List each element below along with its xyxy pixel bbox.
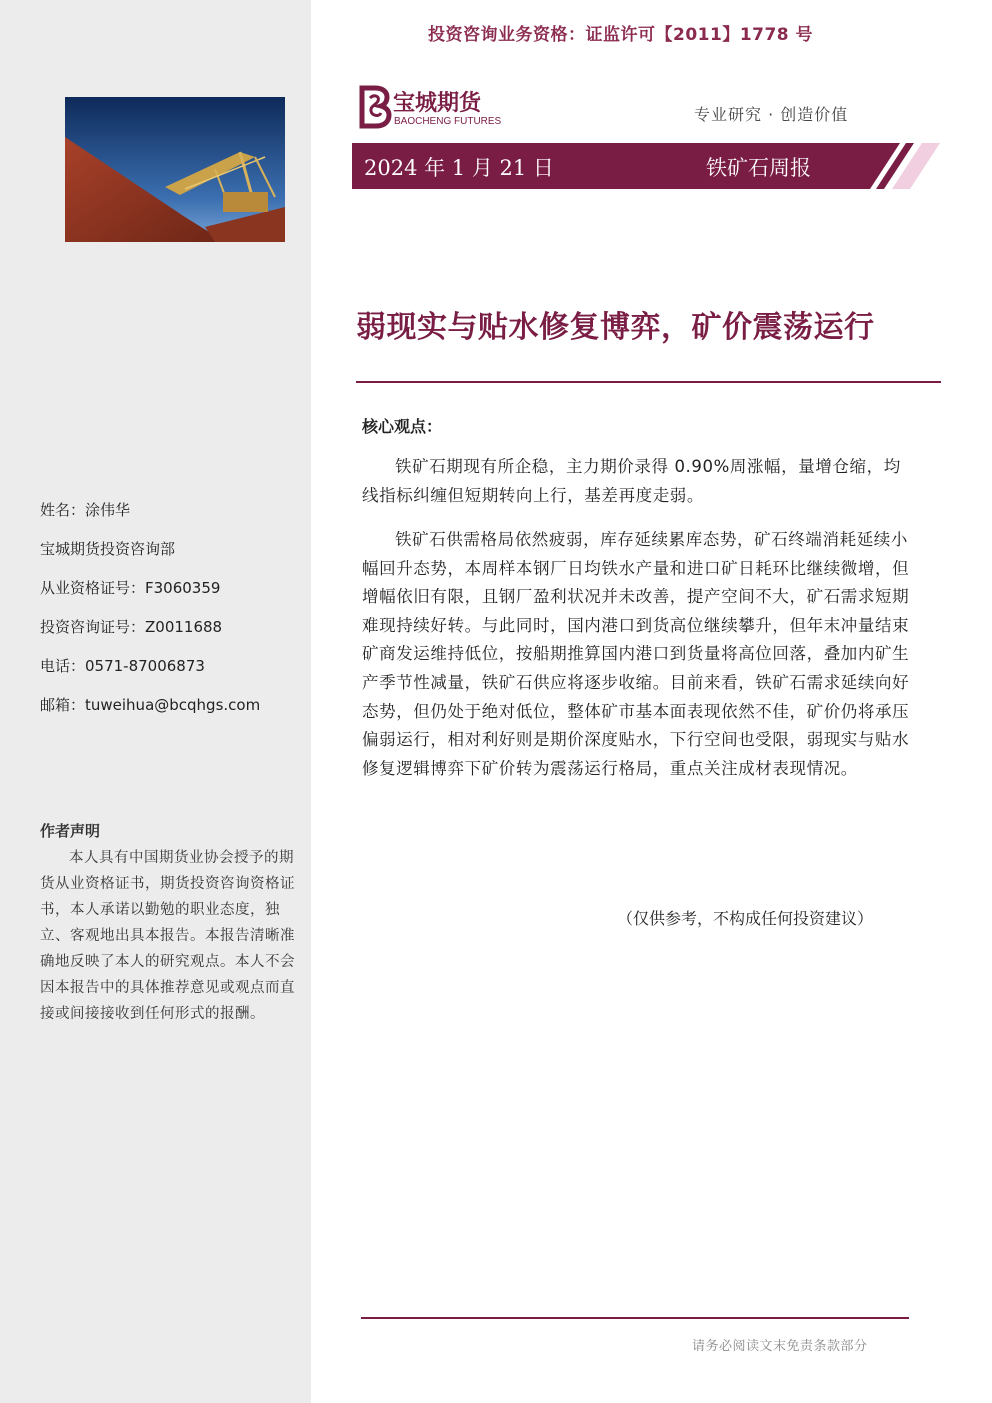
title-divider <box>356 381 941 383</box>
phone: 电话：0571-87006873 <box>40 657 205 675</box>
cover-photo <box>65 97 285 242</box>
report-banner <box>352 143 940 189</box>
paragraph-2: 铁矿石供需格局依然疲弱，库存延续累库态势，矿石终端消耗延续小幅回升态势，本周样本钢厂日均铁水产量和进口矿日耗环比继续微增，但增幅依旧有限，且钢厂盈利状况并未改善，提产空间不大，矿石需求短期难现持续好转。与此同时，国内港口到货高位继续攀升，但年末冲量结束矿商发运维持低位，按船期推算国内港口到货量将高位回落，叠加内矿生产季节性减量，铁矿石供应将逐步收缩。目前来看，铁矿石需求延续向好态势，但仍处于绝对低位，整体矿市基本面表现依然不佳，矿价仍将承压偏弱运行，相对利好则是期价深度贴水，下行空间也受限，弱现实与贴水修复逻辑博弈下矿价转为震荡运行格局，重点关注成材表现情况。 <box>362 530 910 778</box>
author-contact <box>40 500 300 734</box>
iron-ore-stacker-image <box>65 97 285 242</box>
report-date: 2024 年 1 月 21 日 <box>364 156 554 180</box>
license-line: 投资咨询业务资格：证监许可【2011】1778 号 <box>428 25 814 45</box>
logo-english-name: BAOCHENG FUTURES <box>394 116 502 127</box>
disclaimer: （仅供参考，不构成任何投资建议） <box>617 909 874 928</box>
report-type: 铁矿石周报 <box>706 156 811 180</box>
paragraph-1: 铁矿石期现有所企稳，主力期价录得 0.90%周涨幅，量增仓缩，均线指标纠缠但短期转向上行，基差再度走弱。 <box>362 457 901 505</box>
company-logo <box>356 84 526 132</box>
core-view-heading: 核心观点： <box>362 417 443 436</box>
report-title: 弱现实与贴水修复博弈，矿价震荡运行 <box>356 310 875 345</box>
author-statement-body: 本人具有中国期货业协会授予的期货从业资格证书，期货投资咨询资格证书，本人承诺以勤勉的职业态度，独立、客观地出具本报告。本报告清晰准确地反映了本人的研究观点。本人不会因本报告中的具体推荐意见或观点而直接或间接接收到任何形式的报酬。 <box>40 850 295 1022</box>
baocheng-logo-icon <box>356 84 392 130</box>
logo-chinese-name: 宝城期货 <box>393 90 482 116</box>
sidebar <box>0 0 311 1403</box>
email[interactable]: 邮箱：tuweihua@bcqhgs.com <box>40 696 261 714</box>
footer-divider <box>361 1317 909 1319</box>
advisory-license: 投资咨询证号：Z0011688 <box>40 618 223 636</box>
author-name: 姓名：涂伟华 <box>40 501 131 519</box>
footer-note: 请务必阅读文末免责条款部分 <box>692 1339 868 1354</box>
author-statement-title: 作者声明 <box>40 822 101 840</box>
author-department: 宝城期货投资咨询部 <box>40 540 176 558</box>
slogan: 专业研究 · 创造价值 <box>694 105 849 124</box>
practice-license: 从业资格证号：F3060359 <box>40 579 221 597</box>
